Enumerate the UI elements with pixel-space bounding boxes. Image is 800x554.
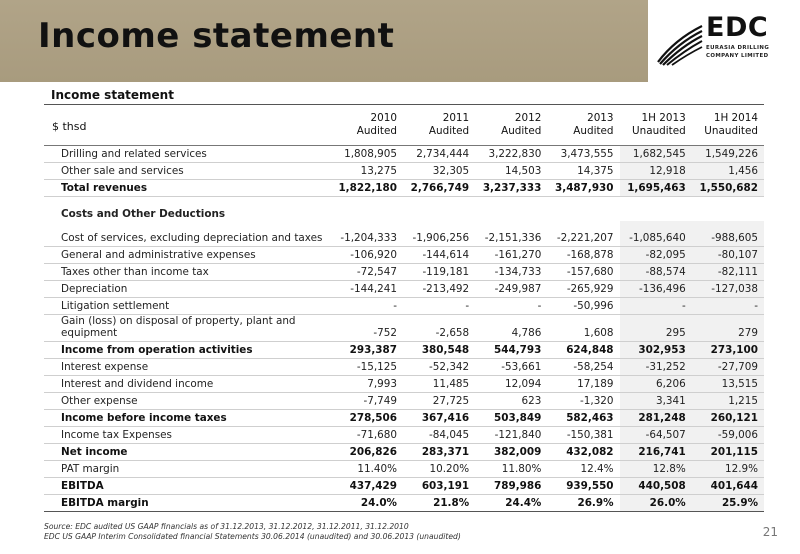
cell-value: 27,725: [403, 392, 475, 409]
cell-value: 295: [620, 314, 692, 341]
section-title: Income statement: [51, 88, 174, 102]
table-row: [44, 443, 764, 460]
logo-wordmark: EDC: [706, 12, 769, 43]
column-header: [692, 107, 764, 145]
column-status: Unaudited: [704, 125, 758, 137]
row-label: Income before income taxes: [44, 409, 331, 426]
cell-value: -1,204,333: [331, 221, 403, 246]
table-row: [44, 221, 764, 246]
cell-value: -157,680: [547, 263, 619, 280]
row-label: Income tax Expenses: [44, 426, 331, 443]
cell-value: 1,808,905: [331, 145, 403, 162]
cell-value: -1,085,640: [620, 221, 692, 246]
cell-value: 25.9%: [692, 494, 764, 511]
table-row: [44, 280, 764, 297]
cell-value: 6,206: [620, 375, 692, 392]
cell-value: -106,920: [331, 246, 403, 263]
cell-value: 1,608: [547, 314, 619, 341]
page-number: 21: [762, 525, 778, 539]
cell-value: -15,125: [331, 358, 403, 375]
cell-value: -7,749: [331, 392, 403, 409]
cell-value: -82,095: [620, 246, 692, 263]
cell-value: 17,189: [547, 375, 619, 392]
cell-value: 12.8%: [620, 460, 692, 477]
cell-value: 4,786: [475, 314, 547, 341]
cell-value: 14,503: [475, 162, 547, 179]
logo-subline-2: COMPANY LIMITED: [706, 53, 769, 59]
cell-value: 14,375: [547, 162, 619, 179]
cell-value: -136,496: [620, 280, 692, 297]
cell-value: 380,548: [403, 341, 475, 358]
income-statement-table: [44, 107, 764, 512]
cell-value: -31,252: [620, 358, 692, 375]
cell-value: -71,680: [331, 426, 403, 443]
cell-value: 3,487,930: [547, 179, 619, 196]
cell-value: 273,100: [692, 341, 764, 358]
cell-value: 279: [692, 314, 764, 341]
cell-value: 260,121: [692, 409, 764, 426]
cell-value: 1,695,463: [620, 179, 692, 196]
cell-value: -127,038: [692, 280, 764, 297]
cell-value: -988,605: [692, 221, 764, 246]
cell-value: 1,682,545: [620, 145, 692, 162]
unit-label: $ thsd: [44, 107, 331, 145]
cell-value: -2,658: [403, 314, 475, 341]
cell-value: 1,822,180: [331, 179, 403, 196]
row-label: Drilling and related services: [44, 145, 331, 162]
cell-value: 503,849: [475, 409, 547, 426]
cell-value: -27,709: [692, 358, 764, 375]
cell-value: 440,508: [620, 477, 692, 494]
cell-value: 21.8%: [403, 494, 475, 511]
column-status: Audited: [428, 125, 470, 137]
cell-value: 789,986: [475, 477, 547, 494]
cell-value: -64,507: [620, 426, 692, 443]
cell-value: -213,492: [403, 280, 475, 297]
column-year: 1H 2014: [713, 112, 758, 124]
cell-value: 11.80%: [475, 460, 547, 477]
cell-value: -: [403, 297, 475, 314]
cell-value: 623: [475, 392, 547, 409]
column-header: [620, 107, 692, 145]
cell-value: 2,766,749: [403, 179, 475, 196]
table-row: [44, 341, 764, 358]
table-row: [44, 263, 764, 280]
cell-value: -53,661: [475, 358, 547, 375]
cell-value: 302,953: [620, 341, 692, 358]
cell-value: 3,473,555: [547, 145, 619, 162]
column-status: Audited: [573, 125, 614, 137]
row-label: EBITDA: [44, 477, 331, 494]
cell-value: 437,429: [331, 477, 403, 494]
cell-value: -52,342: [403, 358, 475, 375]
cell-value: -2,151,336: [475, 221, 547, 246]
cell-value: 582,463: [547, 409, 619, 426]
cell-value: 24.4%: [475, 494, 547, 511]
spacer-row: [44, 196, 764, 204]
cell-value: -59,006: [692, 426, 764, 443]
column-year: 2012: [514, 112, 542, 124]
cell-value: -: [331, 297, 403, 314]
table-row: [44, 204, 764, 221]
row-label: Gain (loss) on disposal of property, plant and equipment: [44, 314, 331, 341]
table-row: [44, 314, 764, 341]
cell-value: -: [620, 297, 692, 314]
cell-value: -1,320: [547, 392, 619, 409]
row-label: Cost of services, excluding depreciation and taxes: [44, 221, 331, 246]
cell-value: 11.40%: [331, 460, 403, 477]
cell-value: 3,341: [620, 392, 692, 409]
logo-swoosh-icon: [654, 22, 704, 66]
table-row: [44, 494, 764, 511]
cell-value: 939,550: [547, 477, 619, 494]
cell-value: 206,826: [331, 443, 403, 460]
cell-value: -144,241: [331, 280, 403, 297]
table-row: [44, 246, 764, 263]
table-row: [44, 460, 764, 477]
row-label: Interest expense: [44, 358, 331, 375]
cell-value: 24.0%: [331, 494, 403, 511]
cell-value: 401,644: [692, 477, 764, 494]
cell-value: 11,485: [403, 375, 475, 392]
cell-value: -58,254: [547, 358, 619, 375]
cell-value: -2,221,207: [547, 221, 619, 246]
cell-value: 281,248: [620, 409, 692, 426]
cell-value: 1,550,682: [692, 179, 764, 196]
column-header: [403, 107, 475, 145]
cell-value: 26.9%: [547, 494, 619, 511]
cell-value: -: [692, 297, 764, 314]
cell-value: 12,918: [620, 162, 692, 179]
row-label: Net income: [44, 443, 331, 460]
row-label: Total revenues: [44, 179, 331, 196]
cell-value: 432,082: [547, 443, 619, 460]
cell-value: 278,506: [331, 409, 403, 426]
cell-value: -161,270: [475, 246, 547, 263]
cell-value: -88,574: [620, 263, 692, 280]
table-row: [44, 392, 764, 409]
cell-value: 544,793: [475, 341, 547, 358]
cell-value: -265,929: [547, 280, 619, 297]
cell-value: 3,237,333: [475, 179, 547, 196]
cell-value: -121,840: [475, 426, 547, 443]
cell-value: -80,107: [692, 246, 764, 263]
column-year: 2011: [442, 112, 470, 124]
cell-value: -50,996: [547, 297, 619, 314]
row-label: Other expense: [44, 392, 331, 409]
source-line-1: Source: EDC audited US GAAP financials as of 31.12.2013, 31.12.2012, 31.12.2011, 31.12.2010: [44, 522, 409, 531]
cell-value: 12,094: [475, 375, 547, 392]
cell-value: -168,878: [547, 246, 619, 263]
table-row: [44, 145, 764, 162]
page-title: Income statement: [38, 16, 395, 56]
cell-value: 13,275: [331, 162, 403, 179]
cell-value: 1,215: [692, 392, 764, 409]
cell-value: -82,111: [692, 263, 764, 280]
cell-value: -1,906,256: [403, 221, 475, 246]
table-row: [44, 409, 764, 426]
cell-value: 603,191: [403, 477, 475, 494]
table-row: [44, 477, 764, 494]
cell-value: 382,009: [475, 443, 547, 460]
cell-value: -150,381: [547, 426, 619, 443]
company-logo: [648, 0, 800, 82]
row-label: EBITDA margin: [44, 494, 331, 511]
section-heading: Costs and Other Deductions: [61, 207, 226, 220]
cell-value: -144,614: [403, 246, 475, 263]
column-header: [475, 107, 547, 145]
cell-value: 3,222,830: [475, 145, 547, 162]
cell-value: 1,549,226: [692, 145, 764, 162]
table-row: [44, 297, 764, 314]
column-status: Unaudited: [632, 125, 686, 137]
cell-value: 201,115: [692, 443, 764, 460]
cell-value: -249,987: [475, 280, 547, 297]
column-status: Audited: [501, 125, 542, 137]
cell-value: 7,993: [331, 375, 403, 392]
table-row: [44, 179, 764, 196]
cell-value: 10.20%: [403, 460, 475, 477]
cell-value: -: [475, 297, 547, 314]
column-header: [331, 107, 403, 145]
row-label: Income from operation activities: [44, 341, 331, 358]
source-line-2: EDC US GAAP Interim Consolidated financial Statements 30.06.2014 (unaudited) and 30.06.2013 (unaudited): [44, 532, 461, 541]
cell-value: -72,547: [331, 263, 403, 280]
column-status: Audited: [356, 125, 397, 137]
cell-value: 13,515: [692, 375, 764, 392]
row-label: Taxes other than income tax: [44, 263, 331, 280]
cell-value: 32,305: [403, 162, 475, 179]
cell-value: 26.0%: [620, 494, 692, 511]
table-row: [44, 375, 764, 392]
table-row: [44, 426, 764, 443]
table-header-row: [44, 107, 764, 145]
cell-value: 367,416: [403, 409, 475, 426]
cell-value: 12.4%: [547, 460, 619, 477]
column-header: [547, 107, 619, 145]
cell-value: -134,733: [475, 263, 547, 280]
column-year: 2010: [370, 112, 397, 124]
table-row: [44, 358, 764, 375]
cell-value: 624,848: [547, 341, 619, 358]
cell-value: 12.9%: [692, 460, 764, 477]
cell-value: 216,741: [620, 443, 692, 460]
cell-value: -84,045: [403, 426, 475, 443]
column-year: 2013: [587, 112, 614, 124]
source-note: [44, 522, 461, 542]
row-label: Depreciation: [44, 280, 331, 297]
row-label: PAT margin: [44, 460, 331, 477]
section-divider: [44, 104, 764, 105]
cell-value: 1,456: [692, 162, 764, 179]
row-label: Litigation settlement: [44, 297, 331, 314]
column-year: 1H 2013: [641, 112, 686, 124]
logo-subline-1: EURASIA DRILLING: [706, 45, 770, 51]
row-label: Other sale and services: [44, 162, 331, 179]
cell-value: 283,371: [403, 443, 475, 460]
cell-value: -119,181: [403, 263, 475, 280]
title-banner: [0, 0, 800, 82]
row-label: Interest and dividend income: [44, 375, 331, 392]
row-label: General and administrative expenses: [44, 246, 331, 263]
cell-value: 293,387: [331, 341, 403, 358]
table-row: [44, 162, 764, 179]
cell-value: 2,734,444: [403, 145, 475, 162]
cell-value: -752: [331, 314, 403, 341]
